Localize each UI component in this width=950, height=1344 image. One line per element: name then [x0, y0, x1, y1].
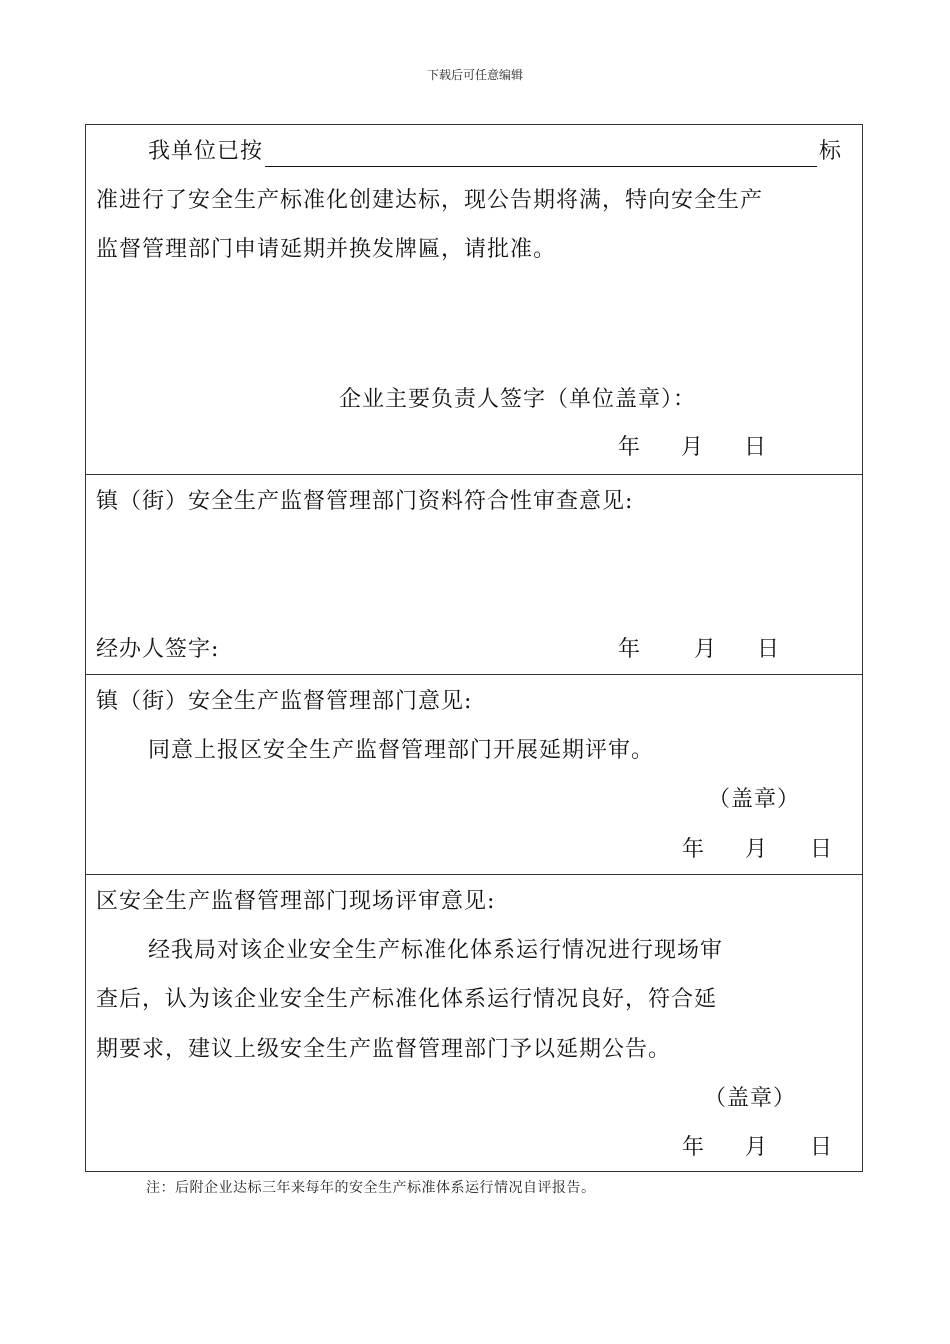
- year-label: 年: [682, 837, 706, 862]
- application-form: [85, 124, 863, 1172]
- district-review-line-2: 查后，认为该企业安全生产标准化体系运行情况良好，符合延: [96, 987, 718, 1012]
- standard-name-blank[interactable]: [265, 138, 817, 167]
- town-review-section: [86, 474, 862, 674]
- leader-signature-label: 企业主要负责人签字（单位盖章）：: [339, 387, 697, 412]
- application-statement-section: [86, 125, 862, 474]
- handler-signature-label: 经办人签字:: [96, 637, 220, 662]
- town-opinion-body: 同意上报区安全生产监督管理部门开展延期评审。: [148, 738, 655, 763]
- town-review-heading: 镇（街）安全生产监督管理部门资料符合性审查意见:: [96, 489, 634, 514]
- statement-line-2: 准进行了安全生产标准化创建达标，现公告期将满，特向安全生产: [96, 188, 764, 213]
- year-label: 年: [682, 1135, 706, 1160]
- district-review-section: [86, 874, 862, 1171]
- day-label: 日: [757, 637, 781, 662]
- month-label: 月: [694, 637, 718, 662]
- town-opinion-section: [86, 674, 862, 874]
- town-seal-label: （盖章）: [708, 787, 801, 812]
- day-label: 日: [744, 435, 768, 460]
- statement-line-1: [148, 137, 842, 167]
- statement-line-3: 监督管理部门申请延期并换发牌匾，请批准。: [96, 237, 557, 262]
- day-label: 日: [810, 1135, 834, 1160]
- district-review-line-3: 期要求，建议上级安全生产监督管理部门予以延期公告。: [96, 1037, 672, 1062]
- day-label: 日: [810, 837, 834, 862]
- section4-date: [682, 1133, 833, 1163]
- district-review-heading: 区安全生产监督管理部门现场评审意见:: [96, 889, 496, 914]
- footer-note: 注：后附企业达标三年来每年的安全生产标准体系运行情况自评报告。: [146, 1180, 596, 1196]
- statement-line-1-start: 我单位已按: [148, 139, 264, 164]
- year-label: 年: [618, 637, 642, 662]
- year-label: 年: [618, 435, 642, 460]
- district-seal-label: （盖章）: [704, 1086, 797, 1111]
- month-label: 月: [681, 435, 705, 460]
- statement-line-1-end: 标: [819, 139, 843, 164]
- section2-date: [618, 635, 780, 665]
- district-review-line-1: 经我局对该企业安全生产标准化体系运行情况进行现场审: [148, 938, 724, 963]
- month-label: 月: [745, 837, 769, 862]
- section3-date: [682, 835, 833, 865]
- section1-date: [618, 433, 767, 463]
- month-label: 月: [745, 1135, 769, 1160]
- page-header-note: 下载后可任意编辑: [426, 68, 523, 82]
- town-opinion-heading: 镇（街）安全生产监督管理部门意见:: [96, 689, 473, 714]
